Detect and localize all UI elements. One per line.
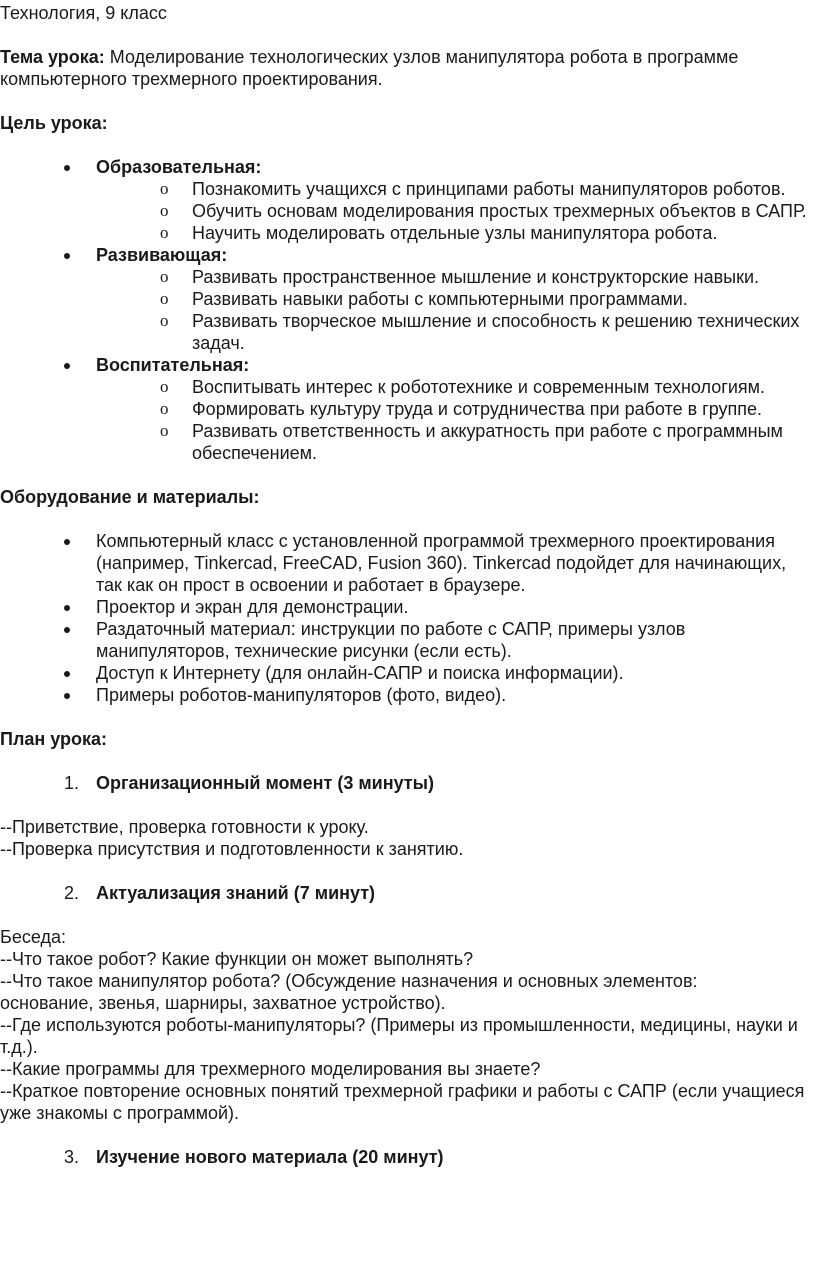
goal-item: o Развивать пространственное мышление и конструкторские навыки. <box>160 267 760 287</box>
plan-step-title: 2. Актуализация знаний (7 минут) <box>64 883 376 903</box>
goal-group <box>0 354 816 464</box>
bullet-icon <box>64 253 70 259</box>
goal-item: o Познакомить учащихся с принципами работы манипуляторов роботов. <box>160 179 786 199</box>
plan-step-title: 1. Организационный момент (3 минуты) <box>64 773 434 793</box>
circle-bullet-icon: o <box>160 201 169 220</box>
goal-title: Образовательная: <box>0 156 816 178</box>
topic-text: Моделирование технологических узлов манипулятора робота в программе компьютерного трехмерного проектирования. <box>0 47 739 89</box>
equipment-item: Доступ к Интернету (для онлайн-САПР и поиска информации). <box>0 662 816 684</box>
plan-line: --Где используются роботы-манипуляторы? (Примеры из промышленности, медицины, науки и т.д.). <box>0 1015 798 1057</box>
goal-item: o Развивать ответственность и аккуратность при работе с программным обеспечением. <box>160 421 783 463</box>
document-header: Технология, 9 класс <box>0 3 167 23</box>
equipment-item: Компьютерный класс с установленной программой трехмерного проектирования (например, Tinkercad, FreeCAD, Fusion 360). Tinkercad подойдет для начинающих, так как он прост в освоении и работает в браузере. <box>0 530 816 596</box>
goal-group <box>0 244 816 354</box>
equipment-item: Примеры роботов-манипуляторов (фото, видео). <box>0 684 816 706</box>
equipment-item: Раздаточный материал: инструкции по работе с САПР, примеры узлов манипуляторов, технические рисунки (если есть). <box>0 618 816 662</box>
goal-title: Воспитательная: <box>0 354 816 376</box>
equipment-item: Проектор и экран для демонстрации. <box>0 596 816 618</box>
bullet-icon <box>64 693 70 699</box>
lesson-topic <box>0 46 816 90</box>
circle-bullet-icon: o <box>160 223 169 242</box>
goal-title: Развивающая: <box>0 244 816 266</box>
goals-list <box>0 156 816 464</box>
bullet-icon <box>64 605 70 611</box>
circle-bullet-icon: o <box>160 267 169 286</box>
plan-line: --Какие программы для трехмерного моделирования вы знаете? <box>0 1059 541 1079</box>
goal-heading: Цель урока: <box>0 113 108 133</box>
plan-line: --Краткое повторение основных понятий трехмерной графики и работы с САПР (если учащиеся уже знакомы с программой). <box>0 1081 805 1123</box>
circle-bullet-icon: o <box>160 421 169 440</box>
plan-line: --Что такое робот? Какие функции он может выполнять? <box>0 949 474 969</box>
circle-bullet-icon: o <box>160 311 169 330</box>
equipment-list <box>0 530 816 706</box>
goal-item: o Развивать навыки работы с компьютерными программами. <box>160 289 688 309</box>
goal-item: o Формировать культуру труда и сотрудничества при работе в группе. <box>160 399 763 419</box>
plan-line: --Что такое манипулятор робота? (Обсуждение назначения и основных элементов: основание, звенья, шарниры, захватное устройство). <box>0 971 698 1013</box>
circle-bullet-icon: o <box>160 289 169 308</box>
plan-step-title: 3. Изучение нового материала (20 минут) <box>64 1147 444 1167</box>
plan-line: --Проверка присутствия и подготовленности к занятию. <box>0 839 464 859</box>
bullet-icon <box>64 539 70 545</box>
topic-label: Тема урока: <box>0 47 105 67</box>
goal-item: o Обучить основам моделирования простых трехмерных объектов в САПР. <box>160 201 807 221</box>
bullet-icon <box>64 363 70 369</box>
bullet-icon <box>64 165 70 171</box>
circle-bullet-icon: o <box>160 179 169 198</box>
plan-heading: План урока: <box>0 729 108 749</box>
goal-item: o Научить моделировать отдельные узлы манипулятора робота. <box>160 223 718 243</box>
plan-line: Беседа: <box>0 927 66 947</box>
circle-bullet-icon: o <box>160 399 169 418</box>
bullet-icon <box>64 671 70 677</box>
bullet-icon <box>64 627 70 633</box>
circle-bullet-icon: o <box>160 377 169 396</box>
goal-group <box>0 156 816 244</box>
goal-item: o Развивать творческое мышление и способность к решению технических задач. <box>160 311 800 353</box>
plan-line: --Приветствие, проверка готовности к уроку. <box>0 817 369 837</box>
goal-item: o Воспитывать интерес к робототехнике и современным технологиям. <box>160 377 765 397</box>
equipment-heading: Оборудование и материалы: <box>0 487 260 507</box>
